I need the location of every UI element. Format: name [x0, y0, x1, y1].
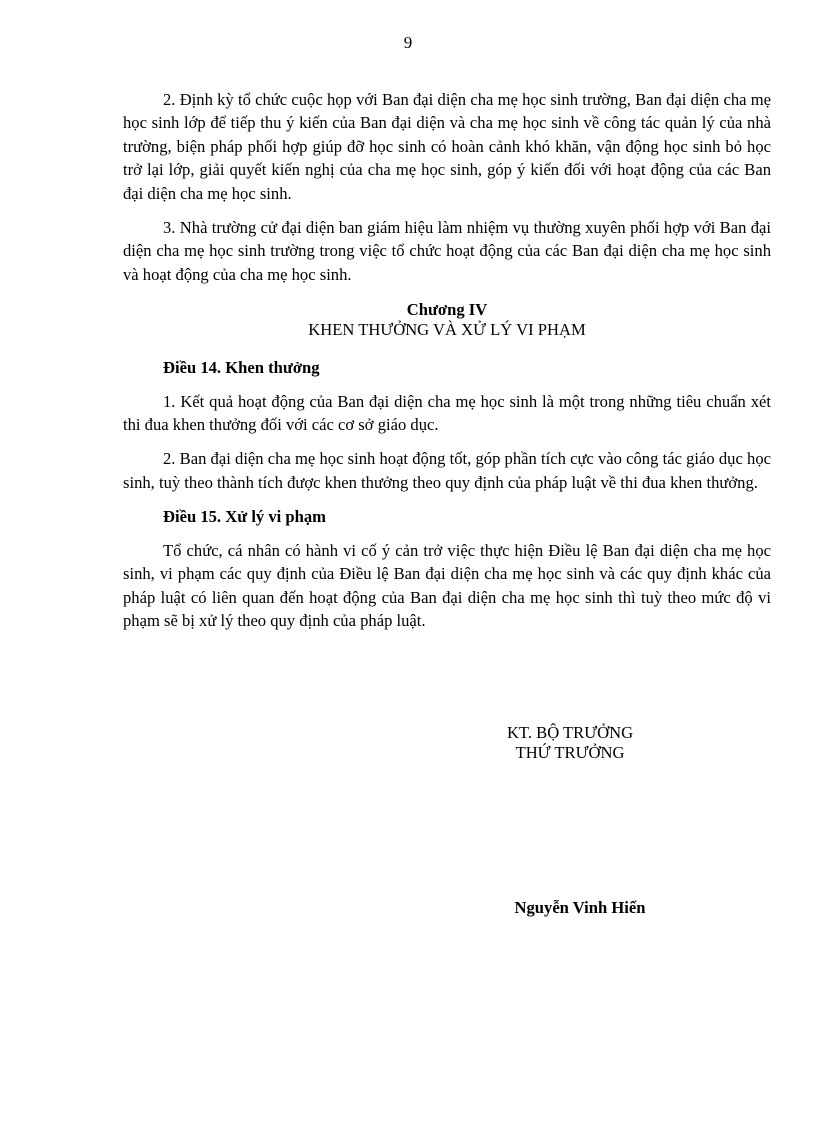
chapter-title: Chương IV	[406, 300, 488, 320]
document-body	[123, 88, 771, 643]
chapter-heading	[123, 300, 771, 340]
signature-title-line2: THỨ TRƯỞNG	[515, 743, 625, 762]
article-14-paragraph-2: 2. Ban đại diện cha mẹ học sinh hoạt động tốt, góp phần tích cực vào công tác giáo dục học sinh, tuỳ theo thành tích được khen thưởng theo quy định của pháp luật về thi đua khen thưởng.	[123, 449, 771, 492]
article-14-paragraph-1: 1. Kết quả hoạt động của Ban đại diện cha mẹ học sinh là một trong những tiêu chuẩn xét thi đua khen thưởng đối với các cơ sở giáo dục.	[123, 391, 771, 435]
page-number: 9	[403, 33, 413, 52]
chapter-subtitle: KHEN THƯỞNG VÀ XỬ LÝ VI PHẠM	[308, 320, 586, 340]
signer-name: Nguyễn Vinh Hiển	[514, 898, 646, 917]
signature-title-line1: KT. BỘ TRƯỞNG	[506, 723, 634, 742]
paragraph-3: 3. Nhà trường cử đại diện ban giám hiệu làm nhiệm vụ thường xuyên phối hợp với Ban đại diện cha mẹ học sinh trường trong việc tổ chức hoạt động của các Ban đại diện cha mẹ học sinh và hoạt động của cha mẹ học sinh.	[123, 218, 771, 284]
article-14-title: Điều 14. Khen thưởng	[163, 358, 320, 378]
article-15-title: Điều 15. Xử lý vi phạm	[163, 507, 327, 527]
paragraph-2: 2. Định kỳ tổ chức cuộc họp với Ban đại diện cha mẹ học sinh trường, Ban đại diện cha mẹ học sinh lớp để tiếp thu ý kiến của Ban đại diện và cha mẹ học sinh về công tác quản lý của nhà trường, biện pháp phối hợp giúp đỡ học sinh có hoàn cảnh khó khăn, vận động học sinh bỏ học trở lại lớp, giải quyết kiến nghị của cha mẹ học sinh, góp ý kiến đối với hoạt động của các Ban đại diện cha mẹ học sinh.	[123, 90, 771, 203]
signature-block	[470, 723, 670, 763]
article-15-paragraph-1: Tổ chức, cá nhân có hành vi cố ý cản trở việc thực hiện Điều lệ Ban đại diện cha mẹ học sinh, vi phạm các quy định của Điều lệ Ban đại diện cha mẹ học sinh và các quy định khác của pháp luật có liên quan đến hoạt động của Ban đại diện cha mẹ học sinh thì tuỳ theo mức độ vi phạm sẽ bị xử lý theo quy định của pháp luật.	[123, 540, 771, 630]
